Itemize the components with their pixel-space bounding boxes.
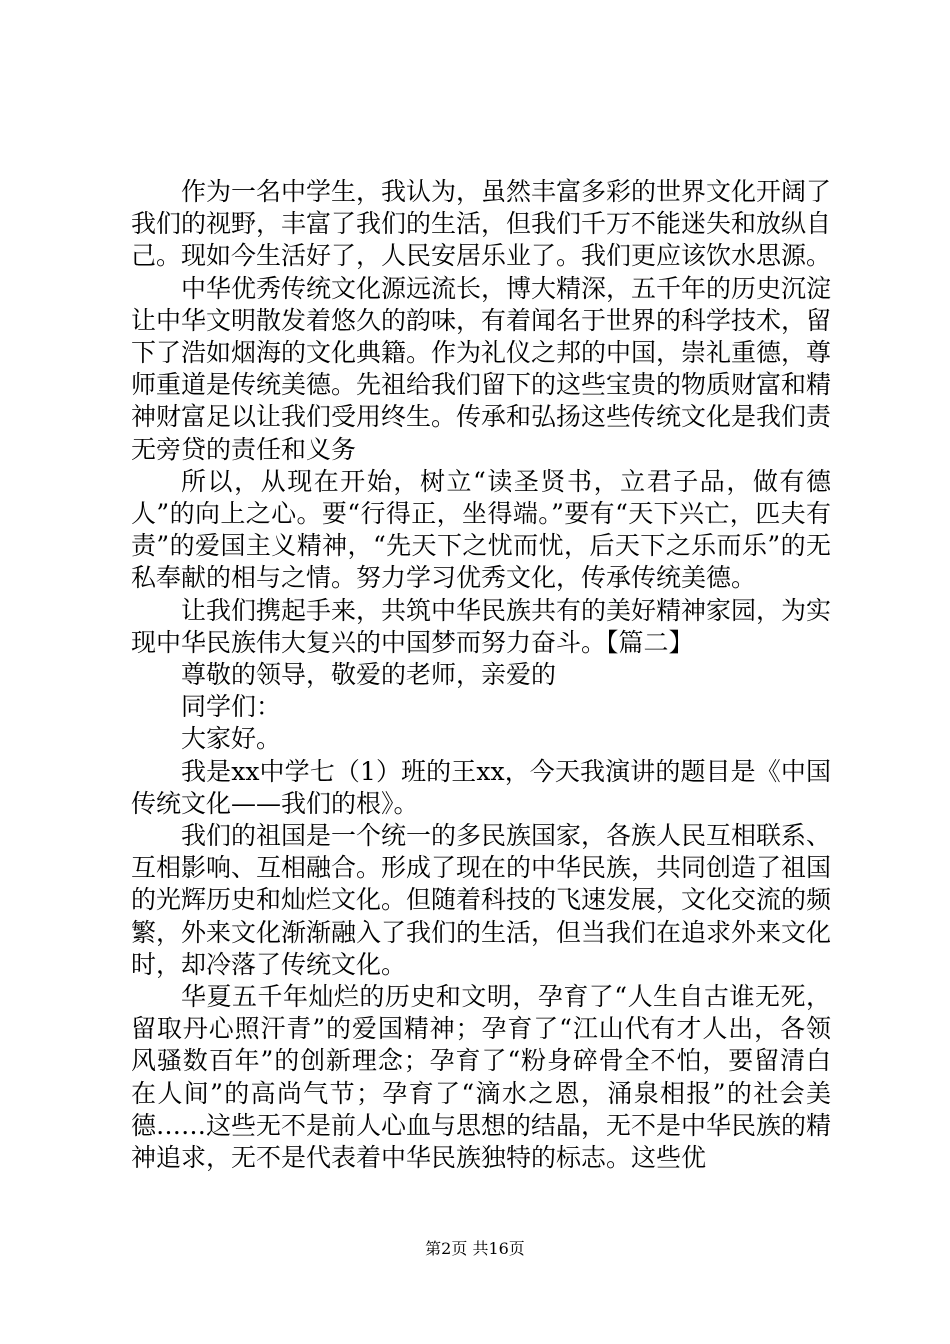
- paragraph-6: 华夏五千年灿烂的历史和文明，孕育了“人生自古谁无死，留取丹心照汗青”的爱国精神；孕育了“江山代有才人出，各领风骚数百年”的创新理念；孕育了“粉身碎骨全不怕，要留清白在人间”的高尚气节；孕育了“滴水之恩，涌泉相报”的社会美德……这些无不是前人心血与思想的结晶，无不是中华民族的精神追求，无不是代表着中华民族独特的标志。这些优: [131, 982, 832, 1173]
- paragraph-4: 让我们携起手来，共筑中华民族共有的美好精神家园，为实现中华民族伟大复兴的中国梦而努力奋斗。【篇二】: [131, 595, 832, 657]
- document-body: [131, 176, 831, 1174]
- salutation-line: 尊敬的领导，敬爱的老师，亲爱的: [181, 660, 557, 690]
- greeting: 大家好。: [181, 724, 282, 754]
- paragraph-5: 我们的祖国是一个统一的多民族国家，各族人民互相联系、互相影响、互相融合。形成了现在的中华民族，共同创造了祖国的光辉历史和灿烂文化。但随着科技的飞速发展，文化交流的频繁，外来文化渐渐融入了我们的生活，但当我们在追求外来文化时，却冷落了传统文化。: [131, 821, 832, 979]
- page-number-footer: 第2页 共16页: [425, 1239, 525, 1258]
- paragraph-3: 所以，从现在开始，树立“读圣贤书，立君子品，做有德人”的向上之心。要“行得正，坐得端。”要有“天下兴亡，匹夫有责”的爱国主义精神，“先天下之忧而忧，后天下之乐而乐”的无私奉献的相与之情。努力学习优秀文化，传承传统美德。: [131, 466, 831, 593]
- paragraph-1: 作为一名中学生，我认为，虽然丰富多彩的世界文化开阔了我们的视野，丰富了我们的生活，但我们千万不能迷失和放纵自己。现如今生活好了，人民安居乐业了。我们更应该饮水思源。: [131, 177, 832, 271]
- salutation-students: 同学们：: [181, 692, 282, 722]
- paragraph-intro: 我是xx中学七（1）班的王xx，今天我演讲的题目是《中国传统文化——我们的根》。: [131, 756, 831, 818]
- paragraph-2: 中华优秀传统文化源远流长，博大精深，五千年的历史沉淀让中华文明散发着悠久的韵味，有着闻名于世界的科学技术，留下了浩如烟海的文化典籍。作为礼仪之邦的中国，崇礼重德，尊师重道是传统美德。先祖给我们留下的这些宝贵的物质财富和精神财富足以让我们受用终生。传承和弘扬这些传统文化是我们责无旁贷的责任和义务: [131, 273, 832, 464]
